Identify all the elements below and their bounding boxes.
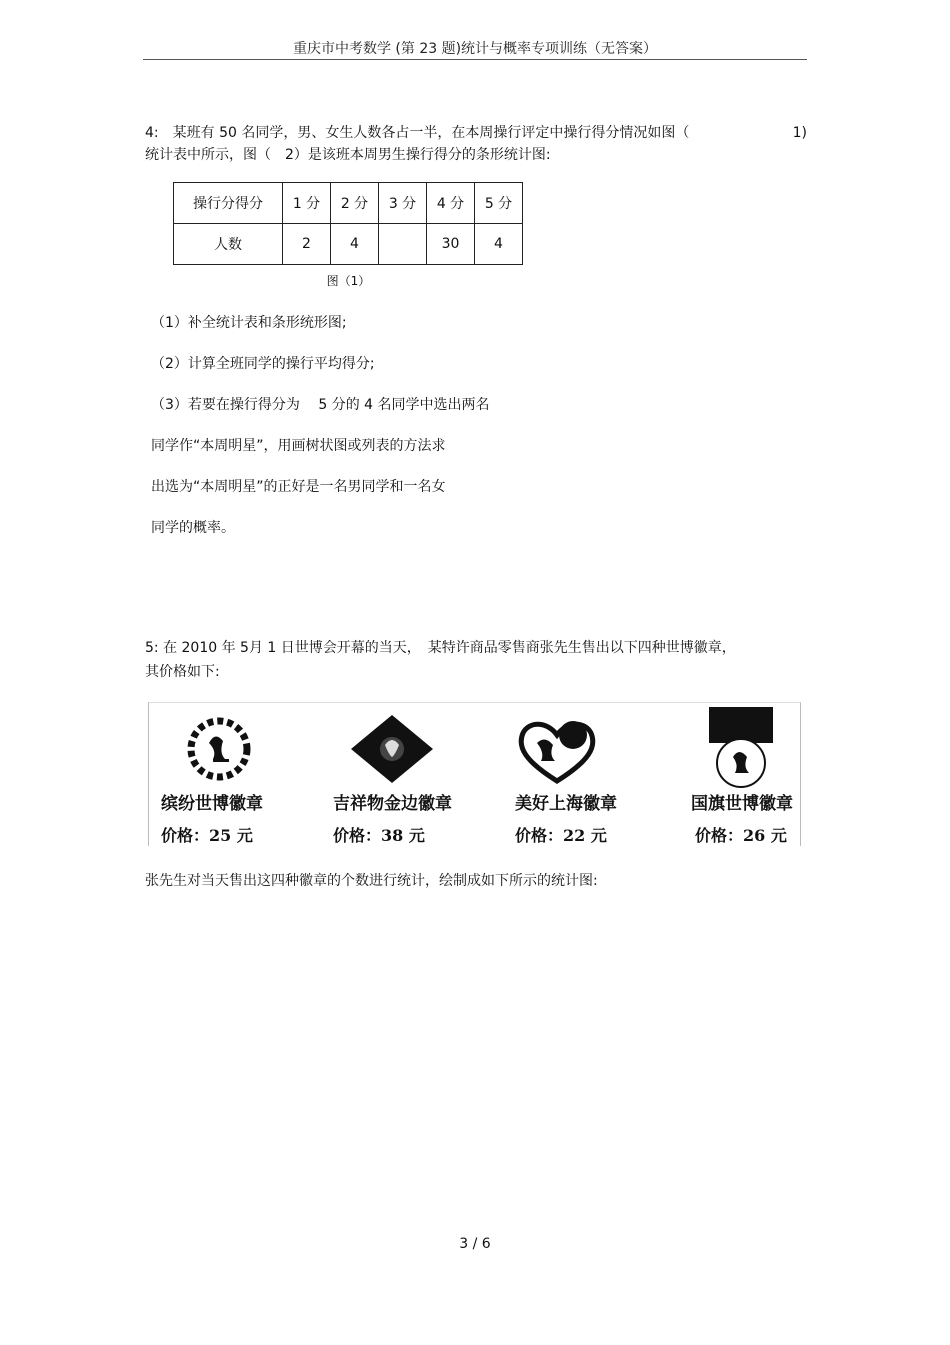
table-row [174, 224, 523, 265]
table-cell: 4 [331, 224, 379, 265]
table-cell: 2 [283, 224, 331, 265]
q4-subquestion-3-line: 出选为“本周明星”的正好是一名男同学和一名女 [151, 479, 446, 495]
table-cell: 4 [475, 224, 523, 265]
badge-price: 价格：38 元 [333, 826, 425, 845]
badge-price: 价格：22 元 [515, 826, 607, 845]
q4-subquestion-3-line: 同学作“本周明星”，用画树状图或列表的方法求 [151, 438, 446, 454]
header-divider [143, 59, 807, 60]
figure-caption: 图（1） [326, 274, 371, 288]
table-cell [379, 224, 427, 265]
q4-subquestion-3-line: （3）若要在操行得分为 5 分的 4 名同学中选出两名 [151, 397, 490, 413]
table-cell: 1 分 [283, 183, 331, 224]
q4-subquestion-2: （2）计算全班同学的操行平均得分; [151, 356, 375, 372]
q5-intro-line1: 5: 在 2010 年 5月 1 日世博会开幕的当天， 某特许商品零售商张先生售出以下四种世博徽章， [145, 640, 736, 656]
badge-item [511, 703, 673, 846]
badge-item [329, 703, 491, 846]
badge-name: 吉祥物金边徽章 [333, 794, 452, 814]
ring-badge-icon [179, 713, 259, 785]
table-cell: 4 分 [427, 183, 475, 224]
badge-item [689, 703, 851, 846]
table-header-row [174, 183, 523, 224]
badge-name: 缤纷世博徽章 [161, 794, 263, 814]
q5-statistics-line: 张先生对当天售出这四种徽章的个数进行统计，绘制成如下所示的统计图: [145, 873, 598, 889]
page-number: 3 / 6 [459, 1236, 491, 1252]
table-cell: 2 分 [331, 183, 379, 224]
badge-price-figure [148, 702, 801, 846]
table-cell: 人数 [174, 224, 283, 265]
table-cell: 3 分 [379, 183, 427, 224]
q4-intro-line2: 统计表中所示，图（ 2）是该班本周男生操行得分的条形统计图: [145, 147, 551, 163]
score-table [173, 182, 523, 265]
q4-intro-line1 [145, 122, 807, 144]
badge-item [157, 703, 319, 846]
badge-name: 国旗世博徽章 [691, 794, 793, 814]
q4-intro-text: 4: 某班有 50 名同学，男、女生人数各占一半，在本周操行评定中操行得分情况如图（ [145, 125, 690, 141]
q4-intro-figure-ref: 1) [792, 125, 807, 141]
table-cell: 30 [427, 224, 475, 265]
q5-intro-line2: 其价格如下: [145, 664, 220, 680]
page-header-title: 重庆市中考数学 (第 23 题)统计与概率专项训练（无答案） [292, 41, 658, 57]
badge-name: 美好上海徽章 [515, 794, 617, 814]
flag-badge-icon [699, 705, 789, 789]
badge-price: 价格：25 元 [161, 826, 253, 845]
q4-subquestion-3-line: 同学的概率。 [151, 520, 235, 536]
table-cell: 5 分 [475, 183, 523, 224]
heart-badge-icon [515, 713, 599, 785]
badge-price: 价格：26 元 [695, 826, 787, 845]
q4-subquestion-1: （1）补全统计表和条形统形图; [151, 315, 347, 331]
diamond-badge-icon [347, 711, 437, 787]
table-cell: 操行分得分 [174, 183, 283, 224]
